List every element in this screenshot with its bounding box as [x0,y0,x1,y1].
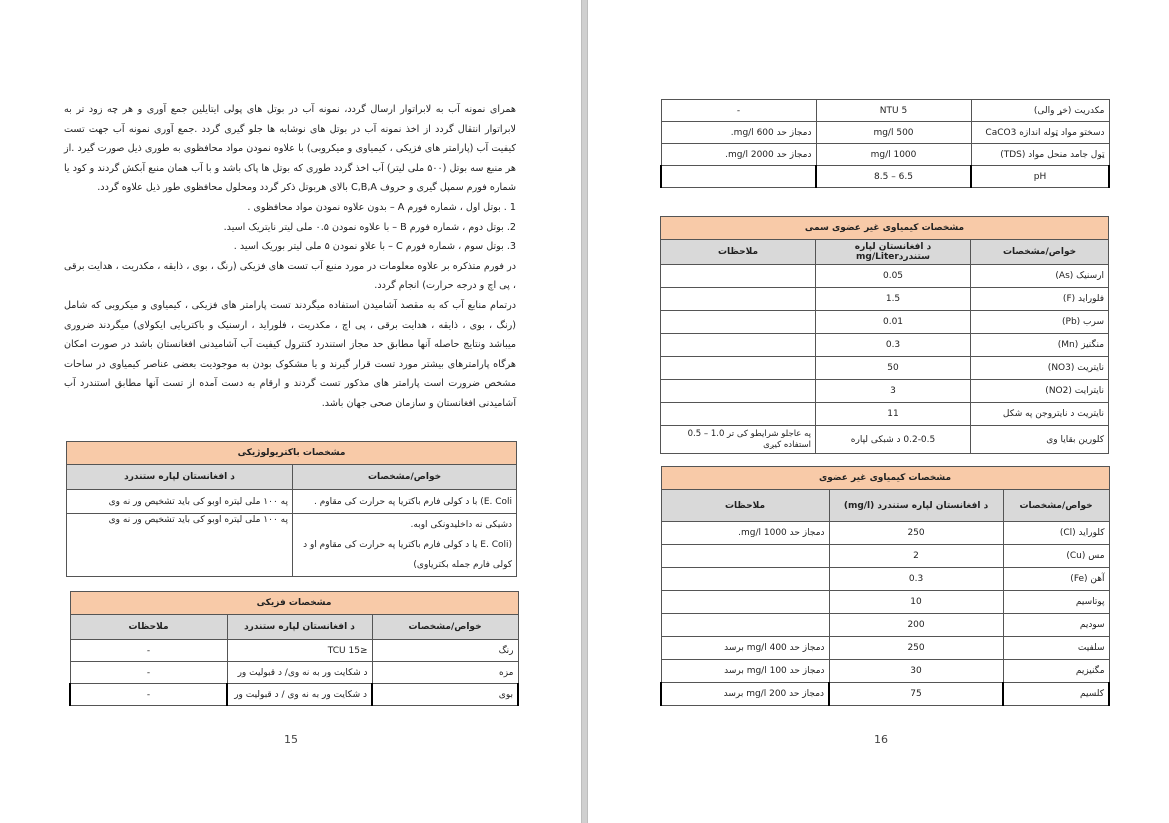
table-title: مشخصات کیمیاوی غیر عضوی [661,467,1109,490]
table-cell: ≤15 TCU [227,640,372,662]
table-cell: کلسیم [1003,683,1109,706]
table-cell: نایتریت د نایتروجن په شکل [971,403,1109,426]
table-cell: 3 [816,380,971,403]
table-cell: E. Coli) با د کولی فارم باکتریا په حرارت کی مقاوم . [293,490,517,514]
table-cell [661,614,829,637]
table-cell: سلفیت [1003,637,1109,660]
table-cell: 10 [829,591,1003,614]
table-title: مشخصات کیمیاوی غیر عضوی سمی [661,217,1109,240]
table-cell: 1000 mg/l [816,144,971,166]
table-cell: 250 [829,637,1003,660]
table-header: خواص/مشخصات [971,240,1109,265]
table-header: ملاحظات [661,240,816,265]
table-cell: - [70,640,227,662]
table-cell [661,311,816,334]
table-header: د افغانستان لپاره ستندرد [67,465,293,490]
table-cell: کلوراید (Cl) [1003,522,1109,545]
list-item-bottle-c: 3. بوتل سوم ، شماره فورم C – با علاو نمودن ۵ ملی لیتر بوریک اسید . [233,241,516,253]
table-header: خواص/مشخصات [372,615,518,640]
table-cell: منگنیز (Mn) [971,334,1109,357]
cell-line: (E. Coli یا د کولی فارم باکتریا په حرارت کی مقاوم او د کولی فارم جمله بکتریاوی) [303,540,513,570]
table-cell: 500 mg/l [816,122,971,144]
table-cell: دمجاز حد 100 mg/l برسد [661,660,829,683]
table-cell [661,265,816,288]
table-cell: فلوراید (F) [971,288,1109,311]
table-header: د افغانستان لپاره ستندرد (mg/l) [829,490,1003,522]
document-page-right [588,0,1169,823]
paragraph-intro: همرای نمونه آب به لابراتوار ارسال گردد، نمونه آب در بوتل های پولی ایتایلین جمع آوری و هر چه زود تر به لابراتوار انتقال گردد از اخذ نمونه آب در بوتل های نوشابه ها جلو گیری گردد .جمع آوری نمونه آب جهت تست کیفیت آب (پارامتر های فزیکی ، کیمیاوی و میکروبی) با علاوه نمودن مواد محافظوی به طوری ذیل صورت گیرد .از هر منبع سه بوتل (۵۰۰ ملی لیتر) آب اخذ گردد طوری که بوتل ها پاک باشد و با آب همان منبع آبکش گردند و کود یا شماره فورم سمپل گیری و حروف C,B,A بالای هربوتل ذکر گردد ومحلول محافظوی طور ذیل علاوه گردد. [64,104,516,194]
page-gutter [581,0,588,823]
table-cell: کلورین بقایا وی [971,426,1109,454]
paragraph-form-tests: در فورم متذکره بر علاوه معلومات در مورد منبع آب تست های فزیکی (رنگ ، بوی ، ذایقه ، مکدریت ، هدایت برقی ، پی اچ و درجه حرارت) انجام گردد. [64,260,516,292]
table-header: ملاحظات [661,490,829,522]
table-cell [661,334,816,357]
table-cell: د شکایت ور به نه وی / د قبولیت ور [227,684,372,706]
table-cell [661,166,816,188]
table-cell: بوی [372,684,518,706]
table-cell: 0.3 [816,334,971,357]
table-header: د افغانستان لپاره ستندرد [227,615,372,640]
table-cell: سودیم [1003,614,1109,637]
table-cell: پوتاسیم [1003,591,1109,614]
table-cell: 2 [829,545,1003,568]
table-cell: رنگ [372,640,518,662]
table-cell: 30 [829,660,1003,683]
table-cell: دمجاز حد 200 mg/l برسد [661,683,829,706]
table-cell: 5 NTU [816,100,971,122]
table-cell: 1.5 [816,288,971,311]
table-cell: نایتریت (NO3) [971,357,1109,380]
table-cell: د شکایت ور به نه وی/ د قبولیت ور [227,662,372,684]
table-cell: - [661,100,816,122]
table-cell: - [70,662,227,684]
bacterial-table [66,441,517,577]
list-item-bottle-a: 1 . بوتل اول ، شماره فورم A – بدون علاوه نمودن مواد محافظوی . [247,201,516,213]
table-cell: 11 [816,403,971,426]
table-title: مشخصات باکتریولوژیکی [67,442,517,465]
table-cell: دمجاز حد 2000 mg/l. [661,144,816,166]
cell-line: دشیکی نه داخلیدونکی اوبه. [410,520,513,530]
table-cell [293,514,517,577]
paragraph-parameters: درتمام منابع آب که به مقصد آشامیدن استفاده میگردند تست پارامتر های فزیکی ، کیمیاوی و میکروبی که شامل (رنگ ، بوی ، ذایقه ، هدایت برقی ، پی اچ ، مکدریت ، فلوراید ، ارسنیک و باکتریایی ایکولای) میگردند ضروری میباشد ونتایج حاصله آنها مطابق حد مجاز استندرد کنترول کیفیت آب آشامیدنی افغانستان باشد در صورت امکان هرگاه پارامترهای بیشتر مورد تست قرار گیرند و یا مشکوک بودن به موجودیت بعضی عناصر کیمیاوی در ساحات مشخص ضرورت است پارامتر های مذکور تست گردند و ارقام به دست آمده از تست آنها مطابق استندرد آب آشامیدنی افغانستان و سازمان صحی جهان باشد. [64,299,516,409]
table-cell: دسختو مواد ټوله اندازه CaCO3 [971,122,1109,144]
table-cell [661,545,829,568]
table-header: خواص/مشخصات [293,465,517,490]
table-header: خواص/مشخصات [1003,490,1109,522]
table-cell: په ۱۰۰ ملی لیتره اوبو کی باید تشخیص ور نه وی [67,490,293,514]
table-cell [661,288,816,311]
table-header: ملاحظات [70,615,227,640]
table-cell: 0.3 [829,568,1003,591]
body-text [64,100,516,414]
table-cell: 200 [829,614,1003,637]
table-cell: مگنیزیم [1003,660,1109,683]
table-cell: په عاجلو شرایطو کی تر 1.0 – 0.5 استفاده کیږی [661,426,816,454]
table-cell: دمجاز حد 1000 mg/l. [661,522,829,545]
inorganic-chemical-table [660,466,1110,706]
page-number: 15 [284,733,298,746]
table-title: مشخصات فزیکی [70,592,518,615]
table-cell: 6.5 – 8.5 [816,166,971,188]
table-cell: سرب (Pb) [971,311,1109,334]
table-cell: - [70,684,227,706]
physical-table [69,591,519,706]
table-cell [661,357,816,380]
physical-continued-table [660,99,1110,188]
table-cell: 50 [816,357,971,380]
page-number: 16 [874,733,888,746]
table-header: د افغانستان لپاره ستندردmg/Liter [816,240,971,265]
table-cell: نایترایت (NO2) [971,380,1109,403]
table-cell: 0.01 [816,311,971,334]
table-cell: 0.05 [816,265,971,288]
table-cell: 75 [829,683,1003,706]
list-item-bottle-b: 2. بوتل دوم ، شماره فورم B – با علاوه نمودن ۰.۵ ملی لیتر نایتریک اسید. [223,221,516,233]
toxic-chemical-table [660,216,1109,454]
table-cell: په ۱۰۰ ملی لیتره اوبو کی باید تشخیص ور نه وی [67,514,293,577]
table-cell [661,591,829,614]
table-cell: 250 [829,522,1003,545]
table-cell [661,568,829,591]
table-cell: مکدریت (خړ والی) [971,100,1109,122]
table-cell: مزه [372,662,518,684]
table-cell [661,403,816,426]
table-cell: 0.2-0.5 د شبکی لپاره [816,426,971,454]
table-cell: دمجاز حد 600 mg/l. [661,122,816,144]
table-cell: ارسنیک (As) [971,265,1109,288]
table-cell: مس (Cu) [1003,545,1109,568]
document-page-left [0,0,581,823]
table-cell: pH [971,166,1109,188]
table-cell: دمجاز حد 400 mg/l برسد [661,637,829,660]
table-cell: آهن (Fe) [1003,568,1109,591]
table-cell: ټول جامد منحل مواد (TDS) [971,144,1109,166]
table-cell [661,380,816,403]
